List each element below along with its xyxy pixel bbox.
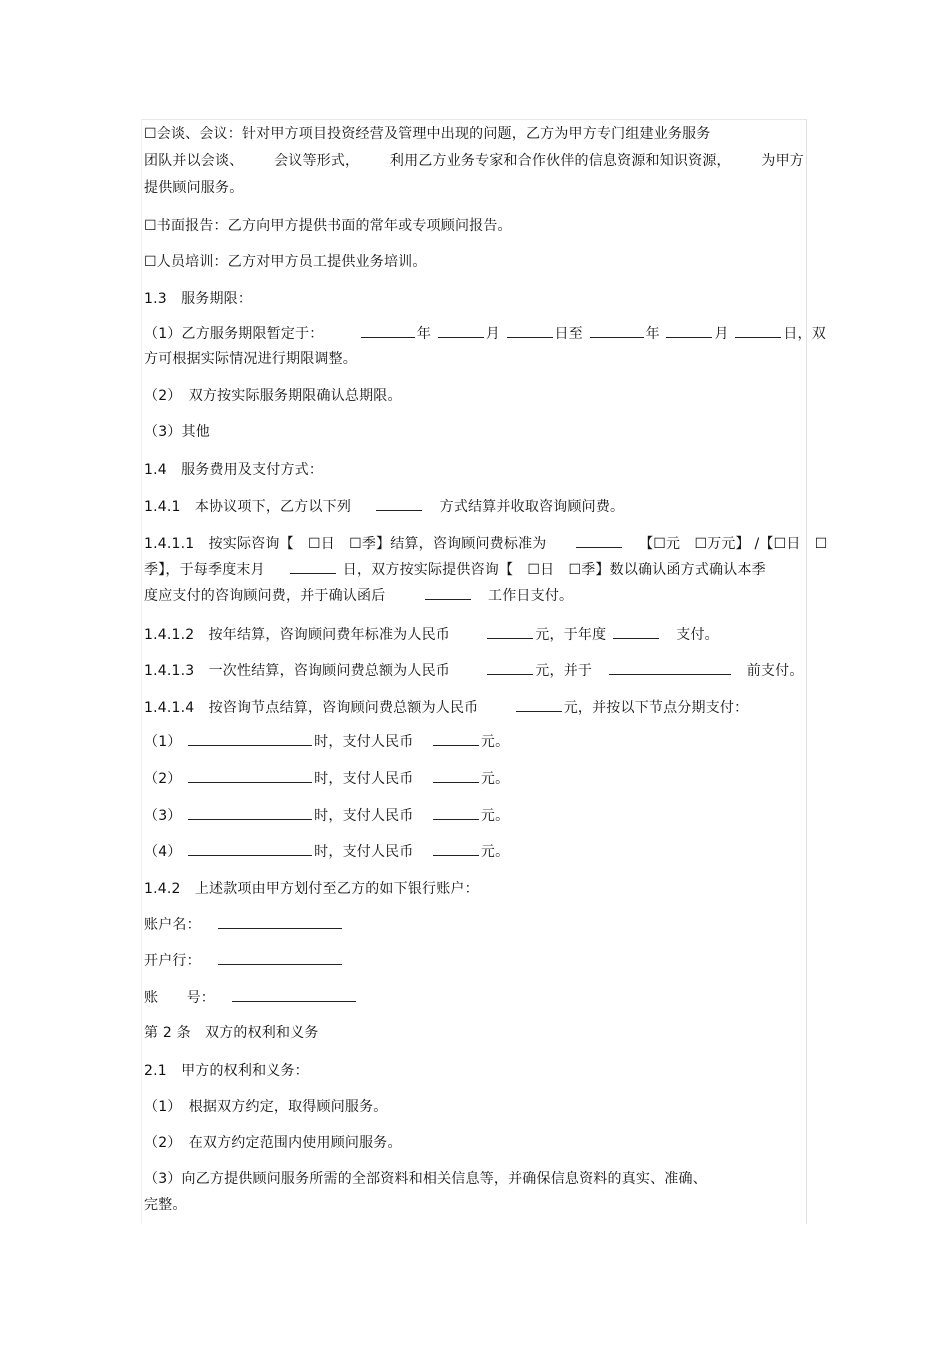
month-end-blank[interactable] (666, 323, 712, 338)
text-segment: 日至 (554, 326, 583, 342)
service-period-line (144, 323, 826, 344)
installment-3-node-blank[interactable] (188, 805, 312, 820)
text-segment: 元，并于 (535, 663, 593, 679)
service-period-item-2: （2） 双方按实际服务期限确认总期限。 (144, 388, 402, 404)
clause-1-4-1-1-cont (144, 559, 804, 580)
option-meeting: ☐会谈、会议：针对甲方项目投资经营及管理中出现的问题，乙方为甲方专门组建业务服务 (144, 126, 711, 142)
account-number-row (144, 987, 804, 1008)
clause-1-4-1-1 (144, 533, 828, 554)
quarter-day-blank[interactable] (290, 559, 336, 574)
text-segment: 月 (714, 326, 729, 342)
text-segment: （1）乙方服务期限暂定于： (144, 326, 324, 342)
text-segment: 会议等形式， (274, 153, 360, 169)
text-segment: 度应支付的咨询顾问费，并于确认函后 (144, 588, 386, 604)
lump-sum-fee-blank[interactable] (487, 660, 533, 675)
text-segment: （1） (144, 734, 182, 750)
installment-2-node-blank[interactable] (188, 768, 312, 783)
day-start-blank[interactable] (507, 323, 553, 338)
option-training: ☐人员培训：乙方对甲方员工提供业务培训。 (144, 254, 427, 270)
bank-blank[interactable] (218, 950, 342, 965)
text-segment: 时，支付人民币 (314, 808, 414, 824)
text-segment: 元，并按以下节点分期支付： (563, 700, 749, 716)
page-border-left (141, 119, 142, 1224)
text-segment: 季】，于每季度末月 (144, 562, 265, 578)
installment-4-node-blank[interactable] (188, 841, 312, 856)
installment-3 (144, 805, 804, 826)
text-segment: 1.4.1.2 按年结算，咨询顾问费年标准为人民币 (144, 627, 450, 643)
party-a-item-3-cont: 完整。 (144, 1197, 187, 1213)
month-start-blank[interactable] (438, 323, 484, 338)
text-segment: 月 (485, 326, 500, 342)
installment-4-amount-blank[interactable] (433, 841, 479, 856)
text-segment: 元。 (480, 734, 510, 750)
text-segment: （4） (144, 844, 182, 860)
workday-blank[interactable] (425, 585, 471, 600)
settlement-method-blank[interactable] (376, 496, 422, 511)
installment-2 (144, 768, 804, 789)
option-meeting-cont (144, 151, 804, 171)
clause-1-4-1-1-end (144, 585, 804, 606)
bank-row (144, 950, 804, 971)
annual-fee-blank[interactable] (487, 624, 533, 639)
section-2-1-heading: 2.1 甲方的权利和义务： (144, 1063, 309, 1079)
installment-1-amount-blank[interactable] (433, 731, 479, 746)
lump-sum-date-blank[interactable] (609, 660, 731, 675)
page-border-right (806, 119, 807, 1224)
clause-1-4-1-2 (144, 624, 804, 645)
text-segment: （3） (144, 808, 182, 824)
clause-1-4-1-3 (144, 660, 804, 681)
account-name-row (144, 914, 804, 935)
annual-pay-date-blank[interactable] (613, 624, 659, 639)
text-segment: 团队并以会谈、 (144, 153, 244, 169)
party-a-item-2: （2） 在双方约定范围内使用顾问服务。 (144, 1135, 402, 1151)
section-1-3-heading: 1.3 服务期限： (144, 291, 253, 307)
text-segment: 1.4.1.1 按实际咨询【 ☐日 ☐季】结算，咨询顾问费标准为 (144, 536, 547, 552)
service-period-cont: 方可根据实际情况进行期限调整。 (144, 351, 357, 367)
service-period-item-3: （3）其他 (144, 424, 210, 440)
text-segment: 1.4.1.4 按咨询节点结算，咨询顾问费总额为人民币 (144, 700, 479, 716)
text-segment: 1.4.1 本协议项下，乙方以下列 (144, 499, 352, 515)
installment-4 (144, 841, 804, 862)
text-segment: 前支付。 (746, 663, 804, 679)
option-meeting-end: 提供顾问服务。 (144, 180, 244, 196)
text-segment: 时，支付人民币 (314, 844, 414, 860)
text-segment: 元，于年度 (535, 627, 607, 643)
account-number-blank[interactable] (232, 987, 356, 1002)
text-segment: 支付。 (676, 627, 719, 643)
text-segment: 日，双 (783, 326, 826, 342)
text-segment: 元。 (480, 844, 510, 860)
fee-standard-blank[interactable] (576, 533, 622, 548)
text-segment: 利用乙方业务专家和合作伙伴的信息资源和知识资源， (389, 153, 731, 169)
installment-3-amount-blank[interactable] (433, 805, 479, 820)
text-segment: 1.4.1.3 一次性结算，咨询顾问费总额为人民币 (144, 663, 450, 679)
text-segment: 时，支付人民币 (314, 734, 414, 750)
installment-1-node-blank[interactable] (188, 731, 312, 746)
text-segment: 年 (416, 326, 432, 342)
text-segment: 元。 (480, 808, 510, 824)
bank-label: 开户行： (144, 953, 201, 969)
clause-1-4-1-4 (144, 697, 804, 718)
year-end-blank[interactable] (590, 323, 644, 338)
text-segment: （2） (144, 771, 182, 787)
year-start-blank[interactable] (361, 323, 415, 338)
account-name-label: 账户名： (144, 917, 201, 933)
text-segment: 元。 (480, 771, 510, 787)
account-name-blank[interactable] (218, 914, 342, 929)
account-number-label: 账 号： (144, 990, 215, 1006)
clause-1-4-1 (144, 496, 804, 517)
section-1-4-heading: 1.4 服务费用及支付方式： (144, 462, 324, 478)
page-border-top (141, 119, 807, 120)
clause-1-4-2: 1.4.2 上述款项由甲方划付至乙方的如下银行账户： (144, 881, 479, 897)
text-segment: 日，双方按实际提供咨询【 ☐日 ☐季】数以确认函方式确认本季 (342, 562, 766, 578)
installment-1 (144, 731, 804, 752)
text-segment: 【☐元 ☐万元】 /【☐日 ☐ (639, 536, 828, 552)
text-segment: 工作日支付。 (488, 588, 574, 604)
party-a-item-3: （3）向乙方提供顾问服务所需的全部资料和相关信息等，并确保信息资料的真实、准确、 (144, 1171, 707, 1187)
text-segment: 为甲方 (761, 153, 804, 169)
party-a-item-1: （1） 根据双方约定，取得顾问服务。 (144, 1099, 388, 1115)
day-end-blank[interactable] (735, 323, 781, 338)
text-segment: 年 (645, 326, 660, 342)
text-segment: 时，支付人民币 (314, 771, 414, 787)
option-written-report: ☐书面报告：乙方向甲方提供书面的常年或专项顾问报告。 (144, 218, 512, 234)
text-segment: 方式结算并收取咨询顾问费。 (439, 499, 625, 515)
installment-2-amount-blank[interactable] (433, 768, 479, 783)
article-2-heading: 第 2 条 双方的权利和义务 (144, 1025, 319, 1041)
milestone-total-blank[interactable] (516, 697, 562, 712)
